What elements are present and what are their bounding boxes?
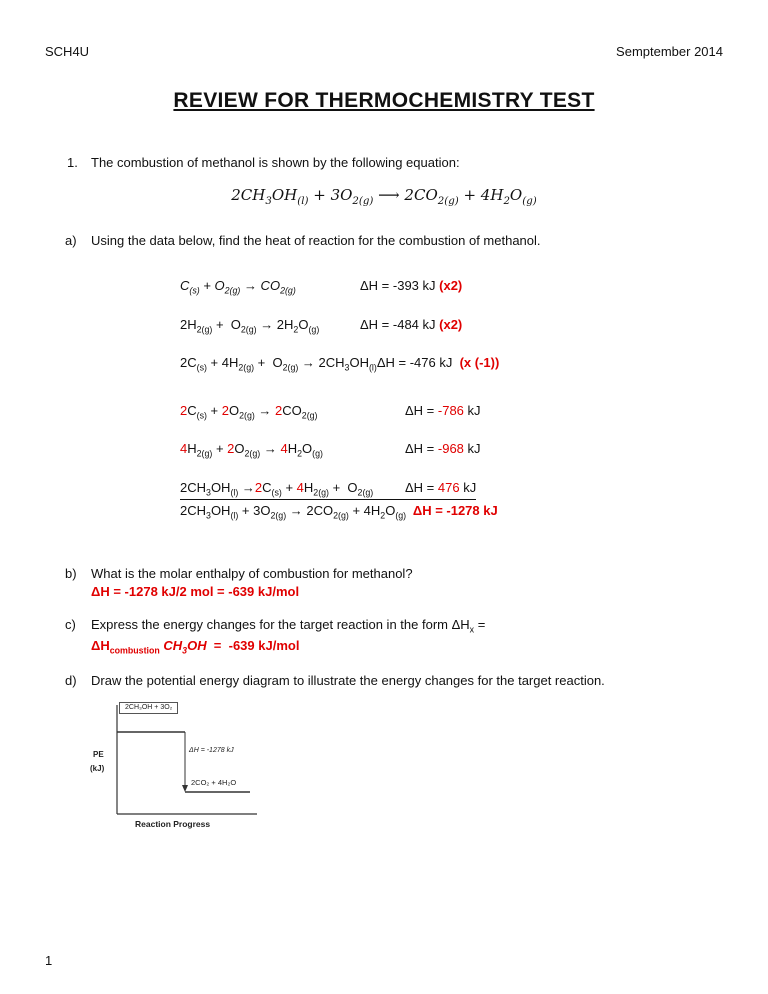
- part-b-answer: ΔH = -1278 kJ/2 mol = -639 kJ/mol: [91, 584, 300, 600]
- enthalpy-value: ΔH = -968 kJ: [405, 441, 481, 457]
- question-text: The combustion of methanol is shown by the following equation:: [91, 155, 460, 170]
- chemical-equation: $4H_{2(g)} + 2O_{2(g)} \to 4H_2O_{(g)}$: [180, 441, 323, 459]
- enthalpy-value: ΔH = -476 kJ (x (-1)): [376, 355, 500, 371]
- chemical-equation: $C_{(s)} + O_{2(g)} \to CO_{2(g)}$: [180, 278, 296, 296]
- part-c-answer: $\Delta H_{combustion}$ $CH_3OH = -639$ kJ/mol: [91, 637, 300, 656]
- part-d: [45, 673, 723, 688]
- page-header: [45, 44, 723, 59]
- part-a-text: Using the data below, find the heat of reaction for the combustion of methanol.: [91, 233, 541, 248]
- header-date: Semptember 2014: [616, 44, 723, 59]
- page-title: REVIEW FOR THERMOCHEMISTRY TEST: [173, 89, 595, 112]
- equation-row: [180, 441, 481, 459]
- part-d-label: d): [65, 673, 77, 689]
- part-a-label: a): [65, 233, 77, 248]
- enthalpy-value: ΔH = -484 kJ (x2): [360, 316, 463, 332]
- equation-row: [180, 355, 499, 373]
- chemical-equation: $2H_{2(g)} + O_{2(g)} \to 2H_2O_{(g)}$: [180, 316, 320, 335]
- chemical-equation: $2CH_3OH_{(l)} \to 2C_{(s)} + 4H_{2(g)} + O_{2(g)}$: [180, 479, 374, 498]
- part-b-text: What is the molar enthalpy of combustion for methanol?: [91, 566, 413, 582]
- part-d-text: Draw the potential energy diagram to illustrate the energy changes for the target reaction.: [91, 673, 605, 689]
- question-1: [45, 155, 723, 170]
- enthalpy-value: ΔH = -393 kJ (x2): [360, 278, 463, 293]
- chemical-equation: $2C_{(s)} + 2O_{2(g)} \to 2CO_{2(g)}$: [180, 402, 318, 421]
- equation-row: [180, 317, 462, 335]
- summation-row: [180, 480, 476, 500]
- part-c: [45, 617, 723, 635]
- part-c-text: Express the energy changes for the target reaction in the form $\Delta H_x$ =: [91, 617, 486, 635]
- enthalpy-value: ΔH = 476 kJ: [405, 479, 477, 495]
- reactants-level-label: 2CH₃OH + 3O₂: [119, 702, 178, 714]
- part-b: [45, 566, 723, 581]
- enthalpy-value: ΔH = -1278 kJ: [406, 502, 498, 518]
- products-level-label: 2CO₂ + 4H₂O: [191, 778, 237, 788]
- chemical-equation: $2C_{(s)} + 4H_{2(g)} + O_{2(g)} \to 2CH_3OH_{(l)}$: [180, 355, 377, 373]
- x-axis-label: Reaction Progress: [135, 819, 211, 830]
- given-equations: [180, 278, 723, 373]
- worked-equations: [180, 403, 723, 520]
- combustion-equation: $2CH_3OH_{(l)} + 3O_{2(g)}$ ⟶ $2CO_{2(g)} + 4H_2O_{(g)}$: [231, 186, 537, 207]
- page-number: 1: [45, 953, 53, 968]
- delta-h-annotation: ΔH = -1278 kJ: [189, 747, 234, 755]
- part-c-label: c): [65, 617, 76, 633]
- equation-row: [180, 278, 462, 296]
- equation-row: [180, 403, 481, 421]
- question-number: 1.: [67, 155, 78, 170]
- part-b-label: b): [65, 566, 77, 582]
- enthalpy-value: ΔH = -786 kJ: [405, 402, 481, 418]
- part-a: [45, 233, 723, 248]
- chemical-equation: $2CH_3OH_{(l)} + 3O_{2(g)} \to 2CO_{2(g)} + 4H_2O_{(g)}$: [180, 502, 407, 521]
- y-axis-label-pe: PE: [93, 750, 104, 760]
- course-code: SCH4U: [45, 44, 90, 59]
- y-axis-label-kj: (kJ): [90, 764, 105, 774]
- potential-energy-diagram: [87, 702, 282, 842]
- result-row: [180, 503, 498, 521]
